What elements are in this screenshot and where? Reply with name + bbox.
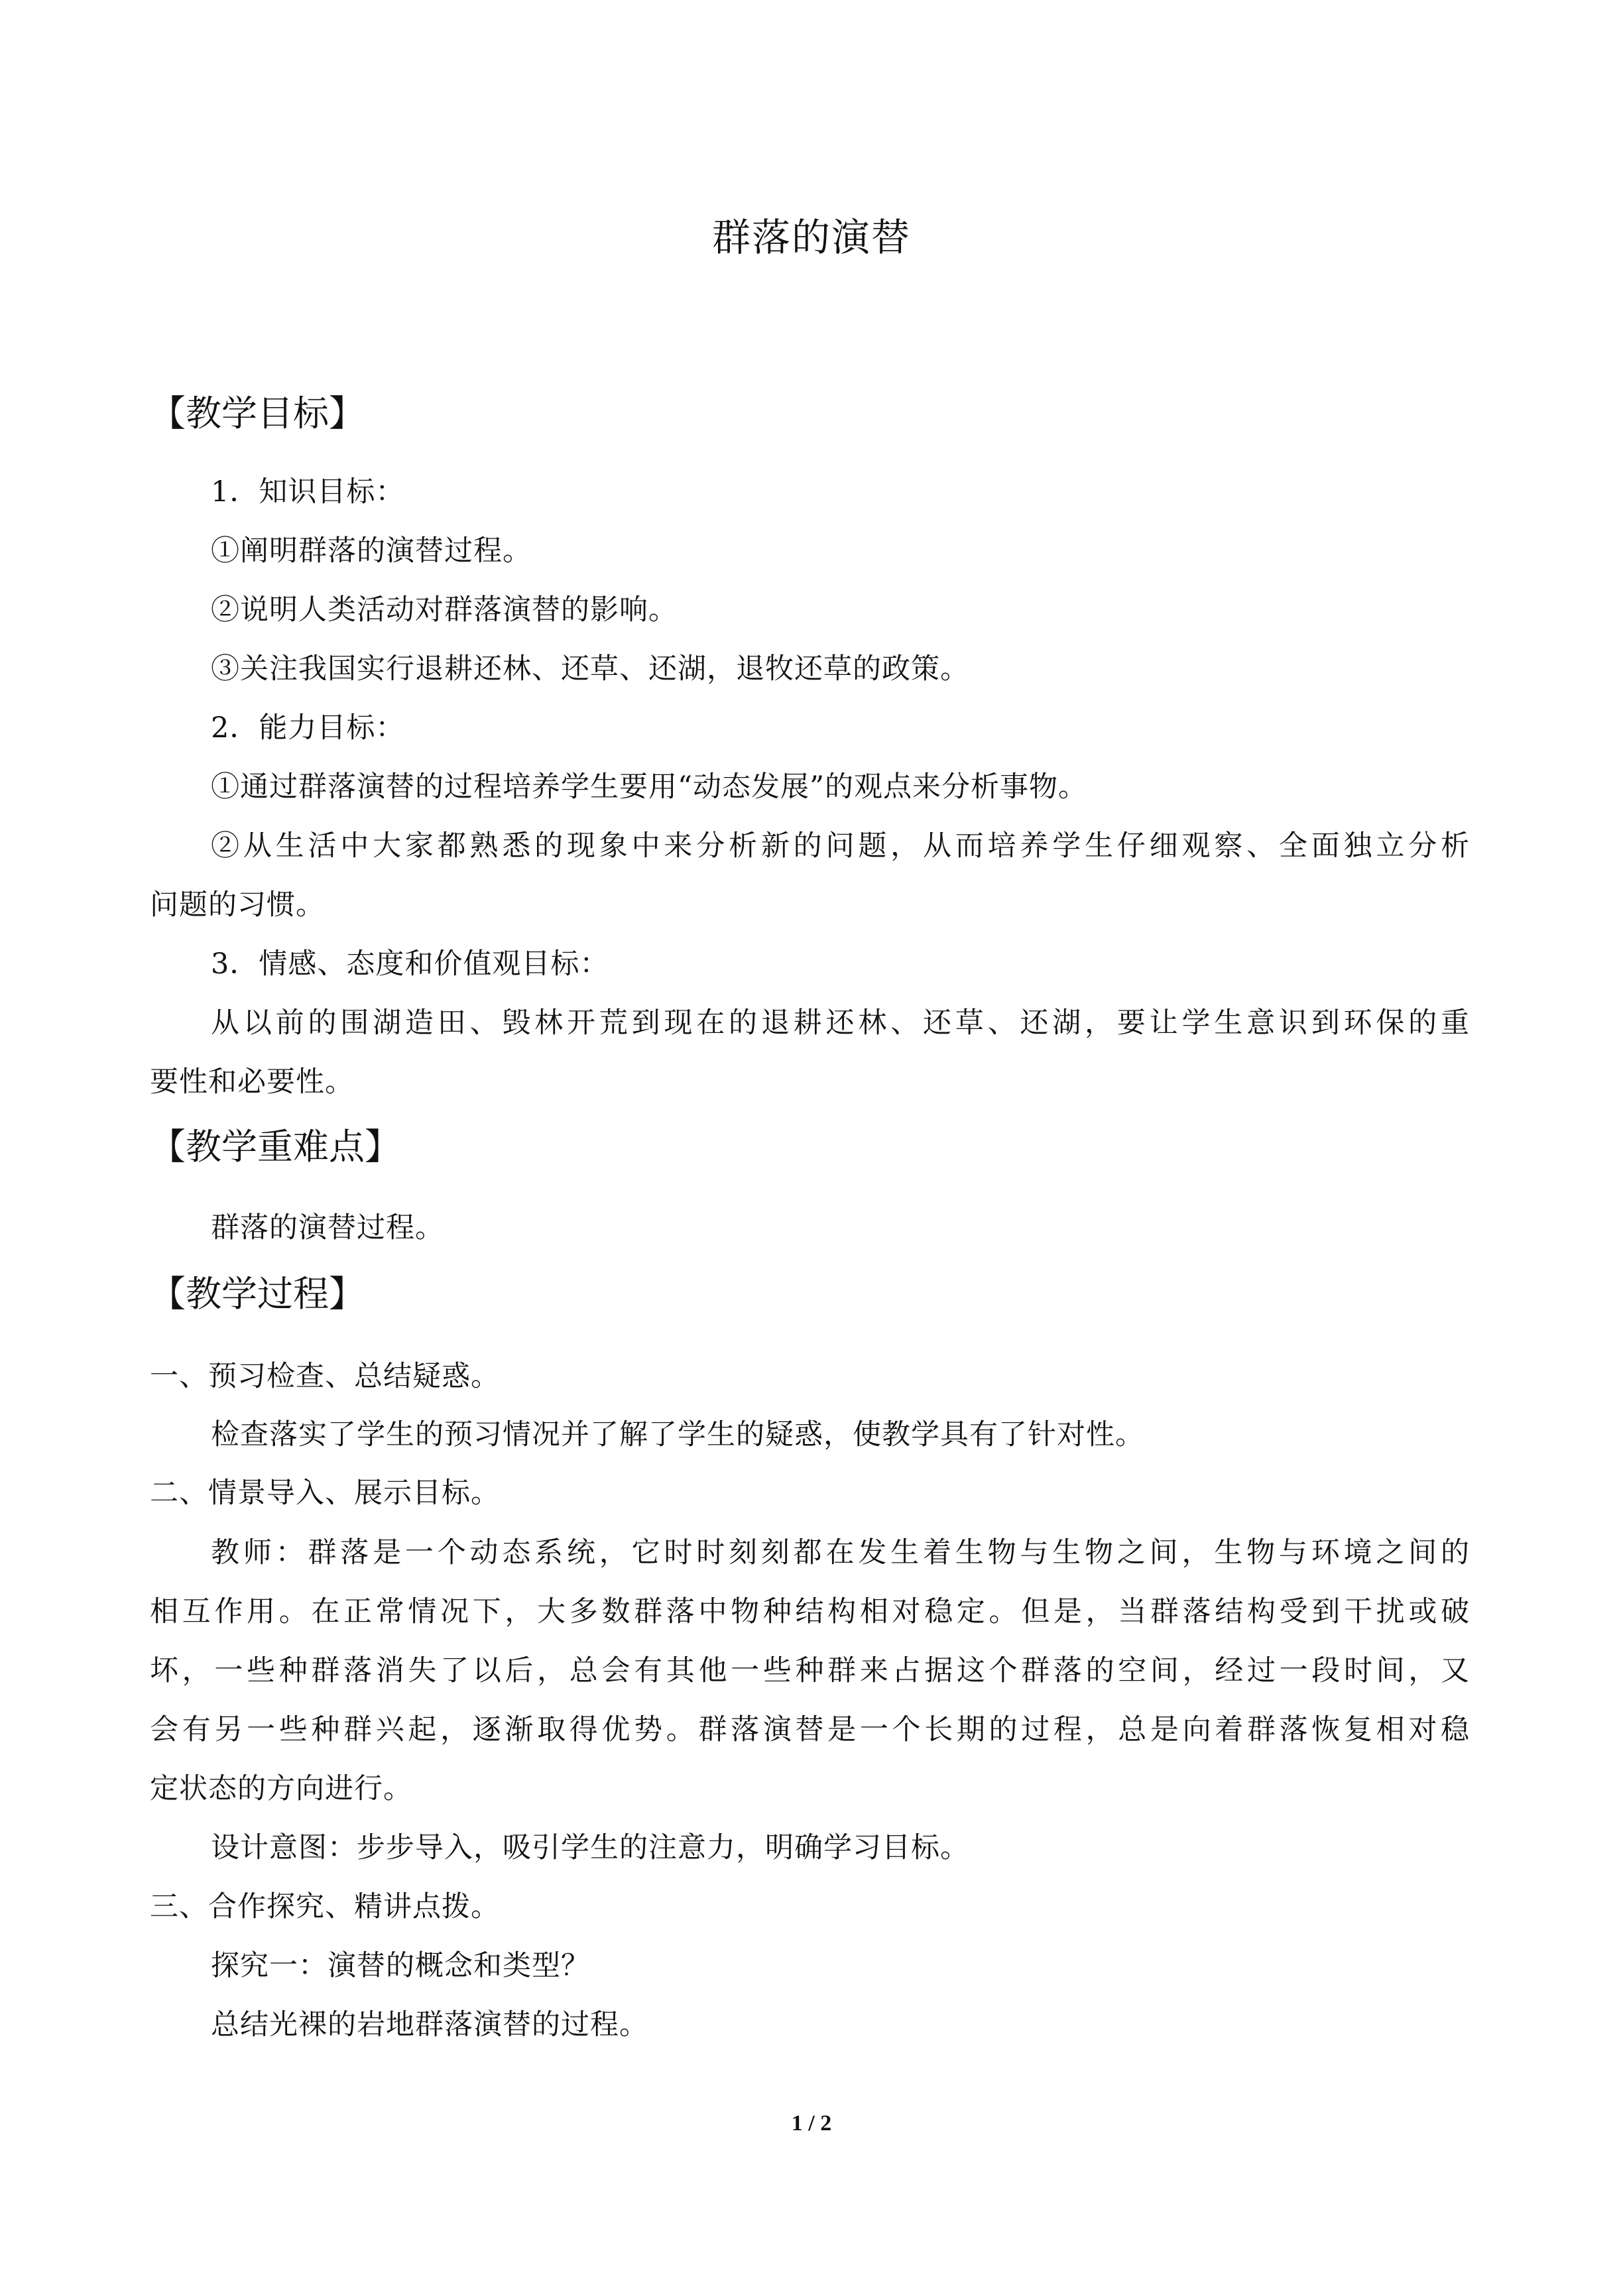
process-step-2-line-2: 相互作用。在正常情况下，大多数群落中物种结构相对稳定。但是，当群落结构受到干扰或破 [150,1595,1469,1628]
explore-1-question: 探究一：演替的概念和类型？ [211,1949,590,1982]
page-title: 群落的演替 [711,215,911,260]
process-step-2-design: 设计意图：步步导入，吸引学生的注意力，明确学习目标。 [211,1831,969,1864]
ability-objective-2-line-1: ②从生活中大家都熟悉的现象中来分析新的问题，从而培养学生仔细观察、全面独立分析 [211,829,1469,863]
emotion-objective-title: 3．情感、态度和价值观目标： [211,947,609,981]
process-step-3-title: 三、合作探究、精讲点拨。 [150,1890,500,1923]
process-step-2-line-4: 会有另一些种群兴起，逐渐取得优势。群落演替是一个长期的过程，总是向着群落恢复相对稳 [150,1713,1469,1746]
ability-objective-2-line-2: 问题的习惯。 [150,888,325,922]
process-step-2-line-1: 教师：群落是一个动态系统，它时时刻刻都在发生着生物与生物之间，生物与环境之间的 [211,1536,1469,1569]
knowledge-objective-3: ③关注我国实行退耕还林、还草、还湖，退牧还草的政策。 [211,652,969,686]
heading-objectives: 【教学目标】 [150,393,365,434]
process-step-2-line-3: 坏，一些种群落消失了以后，总会有其他一些种群来占据这个群落的空间，经过一段时间，又 [150,1654,1469,1687]
key-points-text: 群落的演替过程。 [211,1211,444,1244]
ability-objective-title: 2．能力目标： [211,711,405,745]
process-step-1-title: 一、预习检查、总结疑惑。 [150,1360,500,1393]
knowledge-objective-2: ②说明人类活动对群落演替的影响。 [211,593,678,627]
process-step-2-line-5: 定状态的方向进行。 [150,1772,412,1805]
emotion-objective-line-1: 从以前的围湖造田、毁林开荒到现在的退耕还林、还草、还湖，要让学生意识到环保的重 [211,1006,1469,1040]
heading-key-points: 【教学重难点】 [150,1126,400,1168]
process-step-2-title: 二、情景导入、展示目标。 [150,1477,500,1510]
explore-1-text: 总结光裸的岩地群落演替的过程。 [211,2008,648,2041]
process-step-1-text: 检查落实了学生的预习情况并了解了学生的疑惑，使教学具有了针对性。 [211,1418,1144,1451]
ability-objective-1: ①通过群落演替的过程培养学生要用“动态发展”的观点来分析事物。 [211,770,1087,804]
knowledge-objective-title: 1．知识目标： [211,475,405,509]
emotion-objective-line-2: 要性和必要性。 [150,1065,354,1099]
page-number: 1 / 2 [791,2111,832,2136]
knowledge-objective-1: ①阐明群落的演替过程。 [211,534,532,568]
heading-process: 【教学过程】 [150,1273,365,1315]
